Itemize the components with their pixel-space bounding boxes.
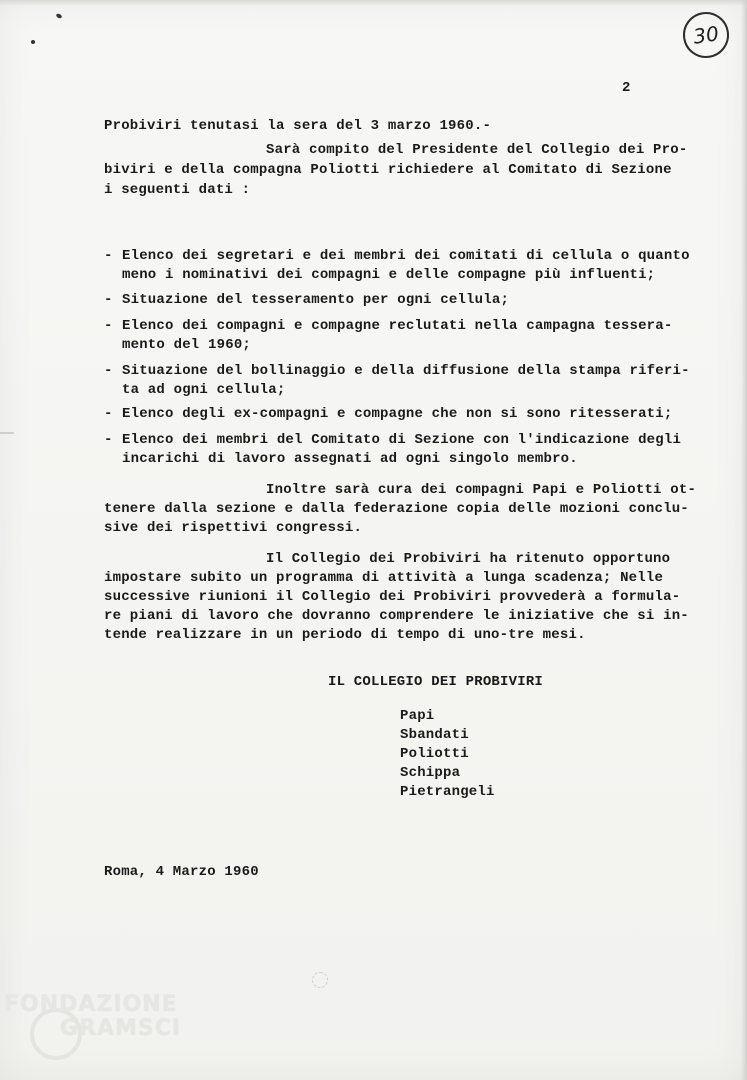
text-line: biviri e della compagna Poliotti richiedere al Comitato di Sezione bbox=[104, 162, 672, 178]
watermark-line: GRAMSCI bbox=[60, 1016, 182, 1041]
list-bullet: - bbox=[104, 318, 113, 334]
signature-heading: IL COLLEGIO DEI PROBIVIRI bbox=[328, 674, 544, 690]
signatory-name: Poliotti bbox=[400, 746, 469, 762]
list-bullet: - bbox=[104, 363, 113, 379]
corner-dot bbox=[31, 40, 35, 44]
signatory-name: Papi bbox=[400, 708, 435, 724]
text-line: Il Collegio dei Probiviri ha ritenuto opportuno bbox=[266, 551, 671, 567]
signatory-name: Sbandati bbox=[400, 727, 469, 743]
archive-number-stamp: 30 bbox=[680, 9, 732, 61]
list-item-line: Situazione del bollinaggio e della diffusione della stampa riferi- bbox=[122, 363, 690, 379]
place-date: Roma, 4 Marzo 1960 bbox=[104, 864, 259, 880]
text-line: Sarà compito del Presidente del Collegio dei Pro- bbox=[266, 142, 688, 158]
text-line: impostare subito un programma di attività a lunga scadenza; Nelle bbox=[104, 570, 664, 586]
archive-watermark bbox=[0, 990, 200, 1070]
list-item-line: Elenco dei membri del Comitato di Sezione con l'indicazione degli bbox=[122, 432, 682, 448]
text-line: i seguenti dati : bbox=[104, 182, 251, 198]
text-line: sive dei rispettivi congressi. bbox=[104, 520, 363, 536]
list-bullet: - bbox=[104, 432, 113, 448]
page-number: 2 bbox=[622, 80, 631, 96]
list-bullet: - bbox=[104, 248, 113, 264]
signatory-name: Schippa bbox=[400, 765, 461, 781]
list-item-line: Elenco degli ex-compagni e compagne che non si sono ritesserati; bbox=[122, 406, 673, 422]
list-item-line: incarichi di lavoro assegnati ad ogni singolo membro. bbox=[122, 451, 578, 467]
text-line: tenere dalla sezione e dalla federazione copia delle mozioni conclu- bbox=[104, 501, 689, 517]
page-top-edge bbox=[0, 0, 747, 6]
list-item-line: Situazione del tesseramento per ogni cellula; bbox=[122, 292, 510, 308]
corner-mark bbox=[55, 13, 62, 19]
list-item-line: ta ad ogni cellula; bbox=[122, 382, 286, 398]
signatory-name: Pietrangeli bbox=[400, 784, 495, 800]
paper-scuff bbox=[312, 972, 328, 988]
text-line: successive riunioni il Collegio dei Probiviri provvederà a formula- bbox=[104, 589, 681, 605]
list-item-line: mento del 1960; bbox=[122, 337, 252, 353]
list-item-line: Elenco dei segretari e dei membri dei comitati di cellula o quanto bbox=[122, 248, 690, 264]
list-item-line: meno i nominativi dei compagni e delle compagne più influenti; bbox=[122, 267, 656, 283]
text-line: Probiviri tenutasi la sera del 3 marzo 1960.- bbox=[104, 118, 492, 134]
page-right-edge bbox=[741, 0, 747, 1080]
text-line: re piani di lavoro che dovranno comprendere le iniziative che si in- bbox=[104, 608, 689, 624]
list-bullet: - bbox=[104, 406, 113, 422]
list-bullet: - bbox=[104, 292, 113, 308]
text-line: tende realizzare in un periodo di tempo di uno-tre mesi. bbox=[104, 627, 586, 643]
text-line: Inoltre sarà cura dei compagni Papi e Poliotti ot- bbox=[266, 482, 697, 498]
list-item-line: Elenco dei compagni e compagne reclutati nella campagna tessera- bbox=[122, 318, 673, 334]
margin-mark bbox=[0, 432, 14, 434]
watermark-line: FONDAZIONE bbox=[4, 992, 178, 1017]
